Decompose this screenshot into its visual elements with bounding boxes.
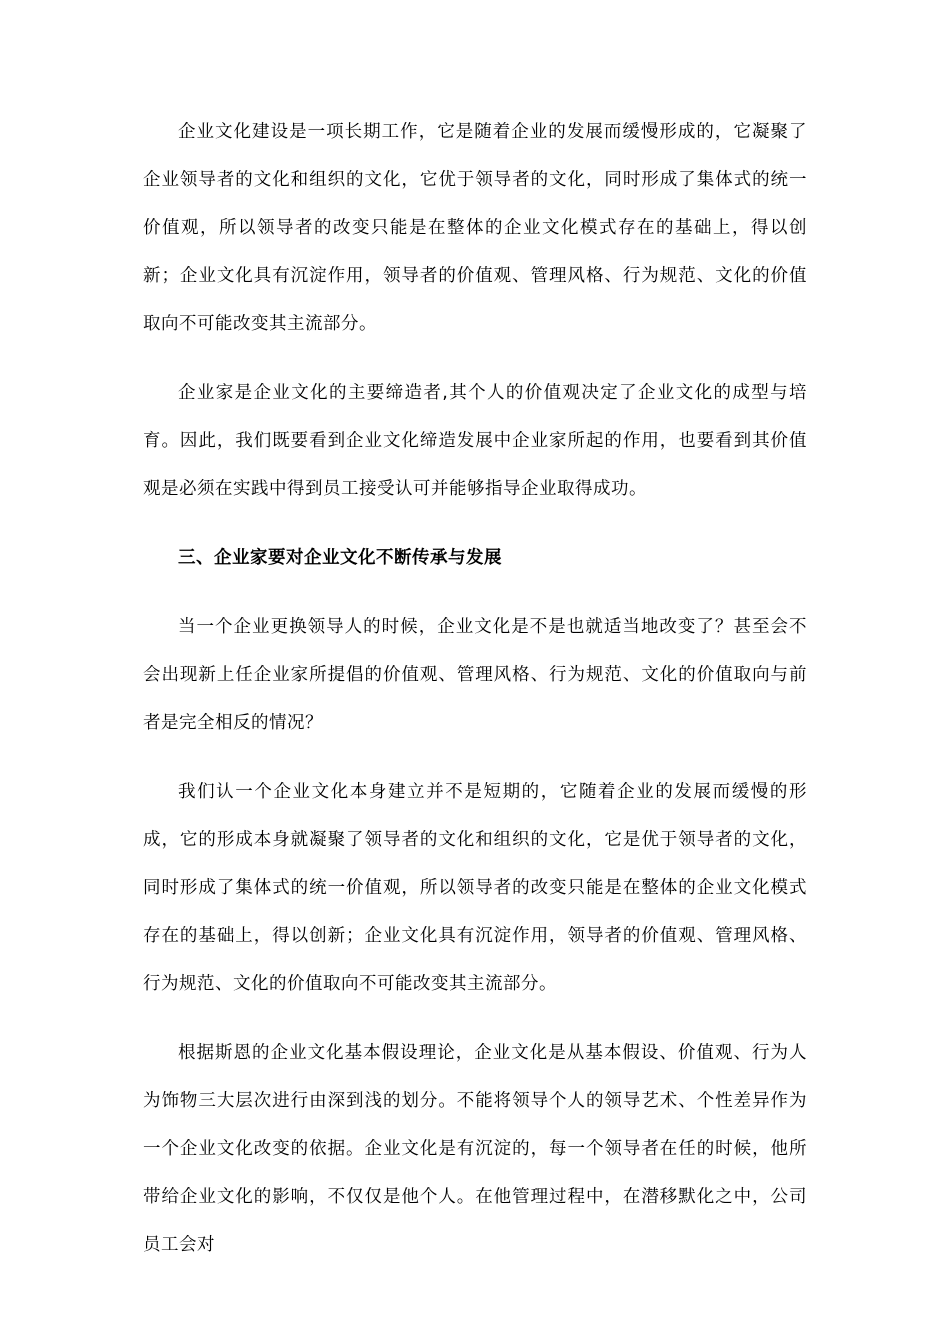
- paragraph: 根据斯恩的企业文化基本假设理论，企业文化是从基本假设、价值观、行为人为饰物三大层次进行由深到浅的划分。不能将领导个人的领导艺术、个性差异作为一个企业文化改变的依据。企业文化是有沉淀的，每一个领导者在任的时候，他所带给企业文化的影响，不仅仅是他个人。在他管理过程中，在潜移默化之中，公司员工会对: [143, 1043, 807, 1255]
- section-heading: 三、企业家要对企业文化不断传承与发展: [178, 548, 502, 568]
- paragraph: 企业文化建设是一项长期工作，它是随着企业的发展而缓慢形成的，它凝聚了企业领导者的文化和组织的文化，它优于领导者的文化，同时形成了集体式的统一价值观，所以领导者的改变只能是在整体的企业文化模式存在的基础上，得以创新；企业文化具有沉淀作用，领导者的价值观、管理风格、行为规范、文化的价值取向不可能改变其主流部分。: [143, 122, 807, 334]
- paragraph: 企业家是企业文化的主要缔造者,其个人的价值观决定了企业文化的成型与培育。因此，我们既要看到企业文化缔造发展中企业家所起的作用，也要看到其价值观是必须在实践中得到员工接受认可并能够指导企业取得成功。: [143, 383, 807, 499]
- paragraph: 当一个企业更换领导人的时候，企业文化是不是也就适当地改变了？甚至会不会出现新上任企业家所提倡的价值观、管理风格、行为规范、文化的价值取向与前者是完全相反的情况？: [143, 617, 807, 733]
- paragraph: 我们认一个企业文化本身建立并不是短期的，它随着企业的发展而缓慢的形成，它的形成本身就凝聚了领导者的文化和组织的文化，它是优于领导者的文化，同时形成了集体式的统一价值观，所以领导者的改变只能是在整体的企业文化模式存在的基础上，得以创新；企业文化具有沉淀作用，领导者的价值观、管理风格、行为规范、文化的价值取向不可能改变其主流部分。: [143, 782, 807, 994]
